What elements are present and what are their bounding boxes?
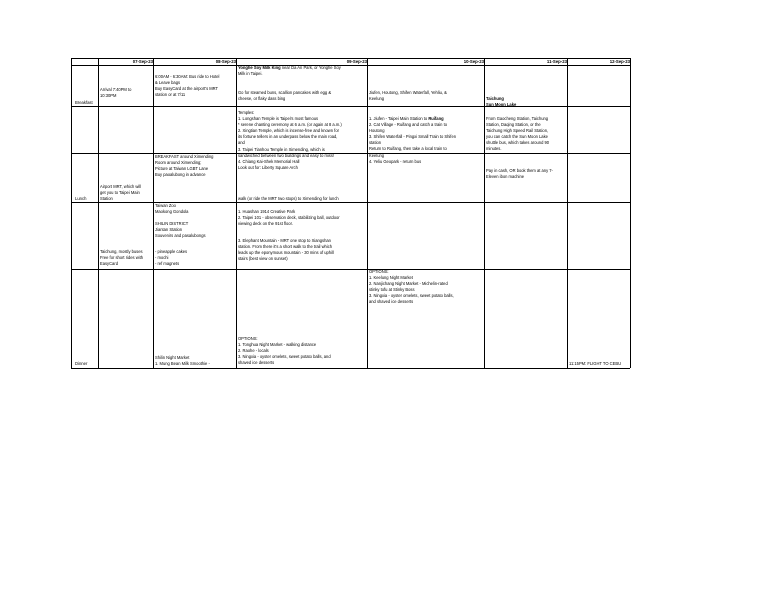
column-line	[71, 58, 72, 368]
cell-line: Go for steamed buns, scallion pancakes with egg &	[238, 90, 332, 95]
cell-line: * serene chanting ceremony at 6 a.m. (or again at 8 a.m.)	[238, 122, 342, 128]
cell-line: Shilin Night Market	[155, 355, 190, 360]
cell-sep10-breakfast	[369, 90, 447, 102]
cell-sep10-trip	[369, 116, 456, 165]
cell-line: 1. Huashan 1914 Creative Park	[238, 209, 296, 214]
cell-line: and	[238, 140, 245, 146]
cell-line: and shaved ice desserts	[369, 299, 414, 305]
cell-line: - mochi	[155, 255, 169, 261]
row-label-breakfast: Breakfast	[75, 100, 93, 105]
cell-line: OPTIONS:	[238, 336, 258, 341]
cell-sep09-lunch	[238, 196, 339, 202]
cell-line: BREAKFAST around Ximending	[155, 154, 214, 159]
cell-line: Taichung, mostly buses	[100, 249, 143, 254]
cell-line: stairs (best view on sunset)	[238, 256, 288, 262]
cell-line: get you to Taipei Main	[100, 190, 140, 196]
cell-line: station	[369, 140, 382, 146]
cell-line: sandwiched between two buildings and easy to miss!	[238, 152, 335, 158]
column-line	[484, 58, 485, 368]
cell-line: 11:15PM: FLIGHT TO CEBU	[569, 361, 622, 366]
cell-sep07-breakfast	[100, 87, 131, 99]
cell-line: - ref magnets	[155, 261, 180, 267]
cell-line: you can catch the Sun Moon Lake	[486, 134, 548, 140]
cell-sep09-breakfast	[238, 90, 331, 102]
cell-line: Look out for: Liberty Square Arch	[238, 164, 298, 170]
row-line	[71, 65, 630, 66]
cell-line: OPTIONS:	[369, 269, 389, 274]
cell-line: 6:00AM - 6:30AM: Bus ride to Hotel	[155, 74, 220, 79]
header-sep-08: 08-Sep-23	[215, 59, 236, 64]
cell-sep09-temples	[238, 110, 342, 171]
cell-sep09-elephant	[238, 238, 334, 262]
cell-line: Jiufen, Houtong, Shifen Waterfall, Yehliu, &	[369, 90, 447, 95]
cell-line: Taichung High Speed Rail Station,	[486, 128, 549, 134]
cell-line: Jiantan Station	[155, 227, 183, 233]
cell-line: Free for short rides with	[100, 255, 143, 261]
column-line	[567, 58, 568, 368]
cell-line: 2. Xingtian Temple, which is incense-free and known for	[238, 128, 339, 134]
cell-line: Room around Ximending;	[155, 160, 202, 166]
row-label-dinner: Dinner	[75, 361, 88, 366]
cell-line: shuttle bus, which takes around 90	[486, 140, 550, 146]
cell-line: viewing deck on the 91st floor.	[238, 221, 293, 227]
cell-line: Keelung	[369, 96, 385, 102]
row-label-lunch: Lunch	[75, 196, 87, 201]
cell-line: Sun Moon Lake	[486, 102, 517, 108]
cell-line: Taiwan Zoo	[155, 203, 176, 208]
header-sep-07: 07-Sep-23	[132, 59, 153, 64]
cell-text: near Da An Park, or Yonghe Soy	[280, 65, 341, 70]
cell-line: Taichung	[486, 96, 504, 101]
cell-text: 1. Jiufen - Taipei Main Station to Ruifang	[369, 116, 444, 121]
cell-line: 4. Yeliu Geopark - return bus	[369, 158, 422, 164]
cell-sep09-top	[238, 65, 341, 77]
cell-line: 1. Tonghua Night Market - walking distance	[238, 342, 317, 348]
cell-line: Maokong Gondola	[155, 209, 189, 215]
cell-line: 1. Longshan Temple is Taipei's most famous	[238, 116, 319, 122]
ruifang-emphasis: Ruifang	[428, 116, 444, 121]
cell-line: Return to Ruifang, then take a local train to	[369, 146, 447, 152]
cell-line: 3. Ningxia - oyster omelets, sweet potato balls, and	[238, 354, 331, 360]
cell-line: Station, Daqing Station, or the	[486, 122, 541, 128]
cell-line: 1. Mung Bean Milk Smoothie -	[155, 361, 210, 367]
header-sep-10: 10-Sep-23	[463, 59, 484, 64]
column-line	[98, 58, 99, 368]
cell-line: Temples:	[238, 110, 255, 115]
cell-line: 3. Elephant Mountain - MRT one stop to Xiangshan	[238, 238, 331, 243]
cell-sep09-afternoon	[238, 209, 340, 227]
cell-sep11-transport	[486, 116, 549, 153]
cell-line: station. From there it's a short walk to the trail which	[238, 244, 333, 250]
header-sep-11: 11-Sep-23	[546, 59, 567, 64]
cell-line: 1. Keelung Night Market	[369, 275, 413, 281]
cell-line: Picture at Taiwan LGBT Lane	[155, 166, 209, 172]
cell-line: SHILIN DISTRICT	[155, 221, 189, 227]
cell-line: minutes.	[486, 146, 502, 152]
cell-line: cheese, or flaky dass bing	[238, 96, 286, 102]
cell-line: Houtong	[369, 128, 385, 134]
cell-line: Milk in Taipei.	[238, 71, 263, 77]
cell-sep08-breakfast	[155, 154, 213, 178]
cell-sep08-lunch	[155, 203, 206, 240]
cell-line: Station	[100, 196, 113, 202]
cell-line: shaved ice desserts	[238, 360, 275, 366]
cell-line: Eleven ibon machine	[486, 174, 525, 180]
row-line	[71, 368, 630, 369]
cell-line: & Leave bags	[155, 80, 181, 86]
cell-sep09-dinner	[238, 336, 331, 366]
cell-line: 3. Ningxia - oyster omelets, sweet potato balls,	[369, 293, 454, 299]
cell-line: 2. Raohe - locals	[238, 348, 269, 354]
cell-line: 4. Chiang Kai-Shek Memorial Hall	[238, 158, 300, 164]
cell-line: Airport MRT, which will	[100, 184, 142, 189]
cell-line: stinky tofu at Stinky Boss	[369, 287, 415, 293]
cell-sep08-lunch-list	[155, 249, 187, 267]
cell-sep08-morning	[155, 74, 219, 98]
cell-line: Souvenirs and pasalubongs	[155, 233, 206, 239]
cell-line: 3. Taipei Tianhou Temple in Ximending, which is	[238, 146, 325, 152]
cell-line: 10:30PM	[100, 93, 117, 99]
cell-line: - pineapple cakes	[155, 249, 188, 254]
cell-sep11-payment	[486, 168, 553, 180]
cell-sep08-dinner	[155, 355, 210, 367]
cell-line: Buy paoalubong in advance	[155, 172, 206, 178]
cell-sep07-dinner	[100, 249, 143, 267]
cell-line: 2. Cat Village - Ruifang and catch a train to	[369, 122, 447, 128]
yonghe-soy-milk-king: Yonghe Soy Milk King	[238, 65, 281, 70]
cell-line: walk (or ride the MRT two stops) to Ximending for lunch	[238, 196, 339, 201]
cell-line: station or at 7/11	[155, 92, 186, 98]
cell-line: Keelung	[369, 152, 385, 158]
cell-sep12-dinner	[569, 361, 621, 367]
cell-line: EasyCard	[100, 261, 118, 267]
cell-line: 3. Shifen Waterfall - Pingxi Small Train to Shifen	[369, 134, 456, 140]
column-line	[367, 58, 368, 368]
cell-line: Buy EasyCard at the airport's MRT	[155, 86, 219, 92]
cell-sep10-dinner	[369, 269, 454, 306]
column-line	[236, 58, 237, 368]
header-sep-09: 09-Sep-23	[346, 59, 367, 64]
cell-line: 2. Nanjichang Night Market - Michelin-rated	[369, 281, 448, 287]
row-line	[71, 106, 630, 107]
column-line	[153, 58, 154, 368]
row-line	[71, 269, 630, 270]
cell-line: Pay in cash, OR book them at any 7-	[486, 168, 553, 173]
cell-line: leads up the eponymous mountain - 30 mins of uphill	[238, 250, 334, 256]
cell-line: Arrival 7:40PM to	[100, 87, 132, 92]
cell-line: 2. Taipei 101 - observation deck, stabilizing ball, outdoor	[238, 215, 340, 221]
cell-sep07-lunch	[100, 184, 141, 202]
cell-line: From Gaocheng Station, Taichung	[486, 116, 549, 121]
header-sep-12: 12-Sep-23	[609, 59, 630, 64]
cell-line: its fortune tellers in an underpass below the main road,	[238, 134, 338, 140]
column-line	[630, 58, 631, 368]
cell-sep11-breakfast	[486, 96, 516, 108]
